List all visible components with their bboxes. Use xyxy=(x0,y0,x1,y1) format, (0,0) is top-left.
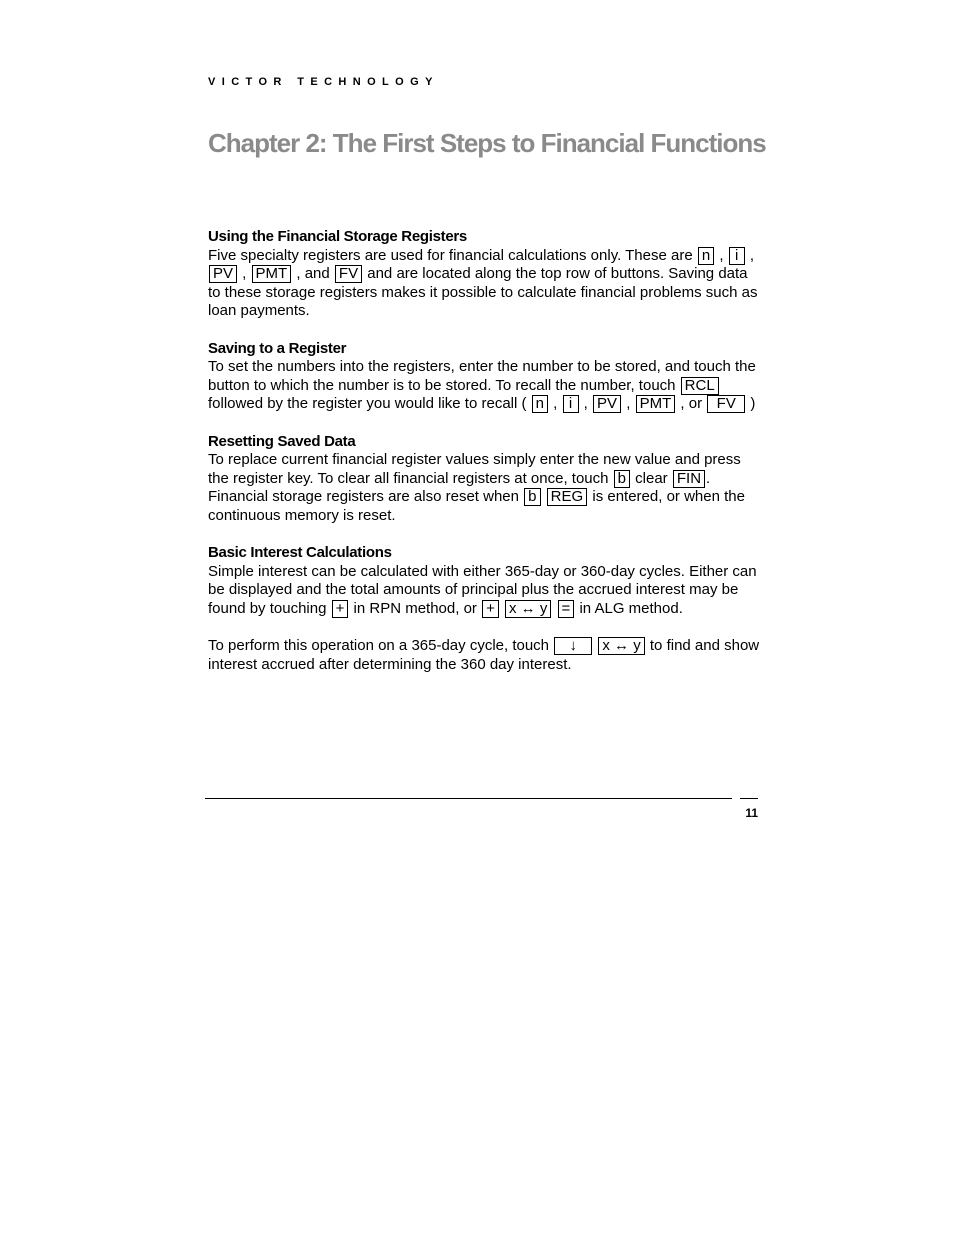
text-run xyxy=(593,637,597,654)
footer-rule-short xyxy=(740,798,758,799)
key-fv: FV xyxy=(335,265,362,283)
text-run: followed by the register you would like to recall ( xyxy=(208,395,531,412)
section-paragraph xyxy=(208,451,760,525)
page-number: 11 xyxy=(745,806,758,820)
section-paragraph xyxy=(208,637,760,674)
key-n: n xyxy=(532,395,548,413)
section-paragraph xyxy=(208,247,760,321)
section-paragraph xyxy=(208,563,760,619)
text-run: to find and show interest accrued after determining the 360 day interest. xyxy=(208,637,760,673)
section-saving-to-register xyxy=(208,340,760,414)
text-run: , and xyxy=(292,265,334,282)
key-pv: PV xyxy=(209,265,237,283)
text-run: , xyxy=(238,265,251,282)
text-run: To replace current financial register values simply enter the new value and press the register key. To clear all financial registers at once, touch xyxy=(208,451,741,487)
key-n: n xyxy=(698,247,714,265)
key-b: b xyxy=(614,470,630,488)
text-run: , xyxy=(745,246,755,264)
key-i: i xyxy=(563,395,579,413)
chapter-title: Chapter 2: The First Steps to Financial Functions xyxy=(208,128,766,158)
key-reg: REG xyxy=(547,488,588,506)
text-run: in ALG method. xyxy=(575,599,683,617)
section-basic-interest xyxy=(208,544,760,674)
text-run: . Financial storage registers are also reset when xyxy=(208,469,711,505)
text-run xyxy=(542,488,546,505)
text-run: ) xyxy=(746,395,756,412)
text-run: , xyxy=(549,395,562,412)
key-pv: PV xyxy=(593,395,621,413)
running-header-brand: VICTOR TECHNOLOGY xyxy=(208,76,439,88)
text-run: , xyxy=(579,395,593,412)
key-fv: FV xyxy=(707,395,745,413)
key-pmt: PMT xyxy=(636,395,676,413)
key-down-arrow: ↓ xyxy=(554,637,592,655)
key-i: i xyxy=(729,247,745,265)
text-run: is entered, or when the continuous memory is reset. xyxy=(208,488,745,524)
key-rcl: RCL xyxy=(681,377,719,395)
text-run: , or xyxy=(676,395,707,412)
section-financial-storage-registers xyxy=(208,228,760,321)
footer-rule xyxy=(205,798,732,799)
key-swap-xy: x ↔ y xyxy=(598,637,644,655)
section-heading: Basic Interest Calculations xyxy=(208,544,392,561)
text-run: clear xyxy=(631,469,672,487)
section-heading: Resetting Saved Data xyxy=(208,432,356,450)
text-run: , xyxy=(715,246,728,264)
key-b: b xyxy=(524,488,540,506)
key-plus: + xyxy=(332,600,349,618)
key-plus: + xyxy=(482,600,499,618)
page-body xyxy=(208,228,760,693)
section-heading: Using the Financial Storage Registers xyxy=(208,228,467,245)
section-resetting-saved-data xyxy=(208,433,760,526)
text-run: and are located along the top row of buttons. Saving data to these storage registers makes it possible to calculate financial problems such as loan payments. xyxy=(208,265,758,319)
text-run xyxy=(552,600,556,617)
key-equals: = xyxy=(558,600,575,618)
text-run: To perform this operation on a 365-day cycle, touch xyxy=(208,637,554,654)
text-run: Five specialty registers are used for financial calculations only. These are xyxy=(208,246,697,264)
text-run: , xyxy=(622,395,635,412)
text-run xyxy=(500,600,504,617)
text-run: Simple interest can be calculated with either 365-day or 360-day cycles. Either can be displayed and the total amounts of principal plus the accrued interest may be found by touching xyxy=(208,562,757,617)
key-fin: FIN xyxy=(673,470,705,488)
section-heading: Saving to a Register xyxy=(208,339,347,357)
text-run: in RPN method, or xyxy=(349,599,482,617)
key-swap-xy: x ↔ y xyxy=(505,600,551,618)
key-pmt: PMT xyxy=(252,265,292,283)
text-run: To set the numbers into the registers, enter the number to be stored, and touch the button to which the number is to be stored. To recall the number, touch xyxy=(208,358,756,394)
section-paragraph xyxy=(208,358,760,414)
